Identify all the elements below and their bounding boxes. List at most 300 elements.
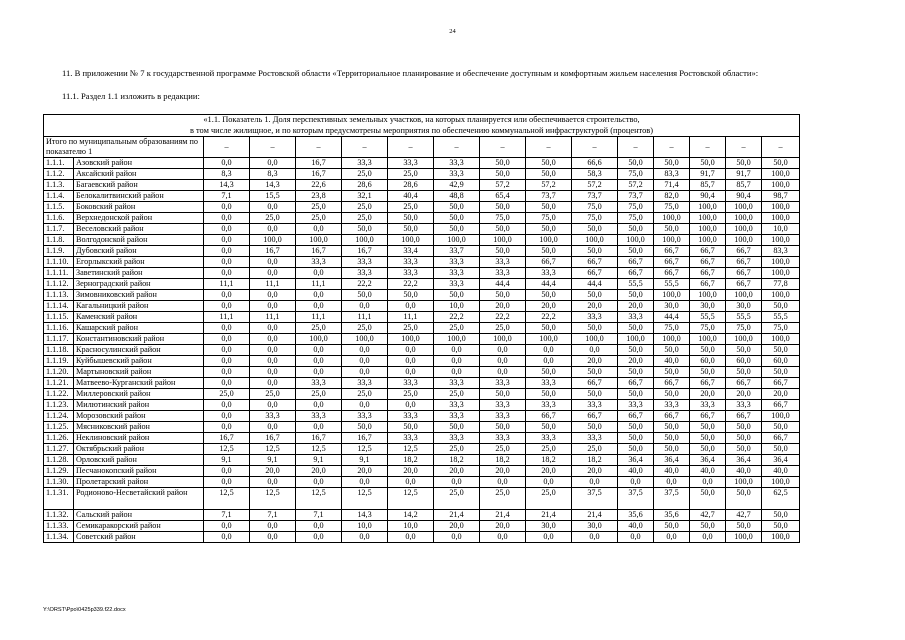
row-value-cell: 35,6	[654, 510, 690, 521]
row-value-cell: 11,1	[342, 312, 388, 323]
row-value-cell: 100,0	[762, 532, 800, 543]
row-value-cell: 50,0	[480, 246, 526, 257]
row-district-name: Сальский район	[74, 510, 204, 521]
row-value-cell: 0,0	[296, 367, 342, 378]
row-value-cell: 0,0	[388, 532, 434, 543]
row-code: 1.1.9.	[44, 246, 74, 257]
row-value-cell: 18,2	[480, 455, 526, 466]
row-value-cell: 66,6	[572, 158, 618, 169]
row-value-cell: 9,1	[296, 455, 342, 466]
row-value-cell: 65,4	[480, 191, 526, 202]
row-value-cell: 100,0	[762, 257, 800, 268]
row-value-cell: 50,0	[654, 389, 690, 400]
row-district-name: Советский район	[74, 532, 204, 543]
row-value-cell: 16,7	[204, 433, 250, 444]
row-value-cell: 66,7	[690, 378, 726, 389]
row-value-cell: 12,5	[296, 444, 342, 455]
table-row	[44, 334, 800, 345]
row-value-cell: 25,0	[526, 444, 572, 455]
row-value-cell: 100,0	[388, 334, 434, 345]
row-value-cell: 100,0	[726, 202, 762, 213]
row-district-name: Куйбышевский район	[74, 356, 204, 367]
row-value-cell: 25,0	[526, 488, 572, 510]
row-code: 1.1.33.	[44, 521, 74, 532]
row-value-cell: 40,4	[388, 191, 434, 202]
row-value-cell: 100,0	[434, 334, 480, 345]
row-code: 1.1.27.	[44, 444, 74, 455]
total-row	[44, 137, 800, 158]
row-value-cell: 71,4	[654, 180, 690, 191]
row-value-cell: 66,7	[572, 378, 618, 389]
row-value-cell: 7,1	[204, 510, 250, 521]
row-value-cell: 50,0	[388, 213, 434, 224]
row-code: 1.1.3.	[44, 180, 74, 191]
row-value-cell: 12,5	[204, 444, 250, 455]
row-value-cell: 50,0	[572, 389, 618, 400]
row-value-cell: 100,0	[726, 532, 762, 543]
row-value-cell: 66,7	[726, 378, 762, 389]
row-value-cell: 91,7	[726, 169, 762, 180]
row-value-cell: 0,0	[480, 532, 526, 543]
table-row	[44, 488, 800, 510]
row-value-cell: 10,0	[342, 521, 388, 532]
row-value-cell: 50,0	[762, 521, 800, 532]
row-code: 1.1.12.	[44, 279, 74, 290]
row-value-cell: 40,0	[762, 466, 800, 477]
table-row	[44, 422, 800, 433]
row-value-cell: 40,0	[726, 466, 762, 477]
row-code: 1.1.14.	[44, 301, 74, 312]
row-code: 1.1.23.	[44, 400, 74, 411]
table-row	[44, 389, 800, 400]
row-code: 1.1.20.	[44, 367, 74, 378]
row-value-cell: 0,0	[296, 290, 342, 301]
row-value-cell: 0,0	[388, 367, 434, 378]
row-district-name: Каменский район	[74, 312, 204, 323]
row-value-cell: 33,3	[526, 268, 572, 279]
row-value-cell: 100,0	[654, 334, 690, 345]
row-value-cell: 0,0	[250, 345, 296, 356]
row-value-cell: 66,7	[726, 246, 762, 257]
row-value-cell: 50,0	[618, 389, 654, 400]
row-value-cell: 60,0	[690, 356, 726, 367]
row-value-cell: 66,7	[690, 411, 726, 422]
row-value-cell: 0,0	[250, 290, 296, 301]
row-value-cell: 100,0	[572, 235, 618, 246]
row-value-cell: 100,0	[342, 235, 388, 246]
row-value-cell: 22,6	[296, 180, 342, 191]
row-value-cell: 100,0	[762, 202, 800, 213]
row-value-cell: 18,2	[526, 455, 572, 466]
row-value-cell: 9,1	[204, 455, 250, 466]
total-dash-cell: –	[654, 137, 690, 158]
table-row	[44, 279, 800, 290]
row-value-cell: 0,0	[204, 290, 250, 301]
row-value-cell: 33,3	[480, 400, 526, 411]
row-value-cell: 58,3	[572, 169, 618, 180]
row-value-cell: 50,0	[618, 158, 654, 169]
row-value-cell: 30,0	[526, 521, 572, 532]
row-value-cell: 16,7	[296, 158, 342, 169]
row-value-cell: 50,0	[526, 290, 572, 301]
table-title-line-1: «1.1. Показатель 1. Доля перспективных земельных участков, на которых планируется или обеспечивается строительство,	[203, 115, 640, 124]
row-value-cell: 50,0	[690, 158, 726, 169]
row-value-cell: 0,0	[250, 422, 296, 433]
total-dash-cell: –	[690, 137, 726, 158]
row-value-cell: 0,0	[250, 356, 296, 367]
row-value-cell: 57,2	[480, 180, 526, 191]
row-value-cell: 32,1	[342, 191, 388, 202]
row-district-name: Аксайский район	[74, 169, 204, 180]
table-row	[44, 169, 800, 180]
row-value-cell: 100,0	[690, 290, 726, 301]
row-value-cell: 77,8	[762, 279, 800, 290]
row-value-cell: 0,0	[388, 356, 434, 367]
total-label: Итого по муниципальным образованиям по показателю 1	[44, 137, 204, 158]
row-code: 1.1.10.	[44, 257, 74, 268]
row-value-cell: 66,7	[654, 268, 690, 279]
row-value-cell: 100,0	[762, 290, 800, 301]
row-value-cell: 100,0	[654, 213, 690, 224]
row-value-cell: 0,0	[250, 400, 296, 411]
row-value-cell: 50,0	[654, 367, 690, 378]
row-value-cell: 0,0	[250, 532, 296, 543]
row-district-name: Пролетарский район	[74, 477, 204, 488]
row-value-cell: 50,0	[762, 510, 800, 521]
total-dash-cell: –	[480, 137, 526, 158]
row-value-cell: 50,0	[526, 246, 572, 257]
row-value-cell: 0,0	[250, 202, 296, 213]
row-value-cell: 100,0	[572, 334, 618, 345]
row-value-cell: 100,0	[762, 268, 800, 279]
row-value-cell: 75,0	[618, 213, 654, 224]
row-value-cell: 30,0	[726, 301, 762, 312]
row-value-cell: 0,0	[204, 521, 250, 532]
row-district-name: Зерноградский район	[74, 279, 204, 290]
table-row	[44, 235, 800, 246]
row-district-name: Зимовниковский район	[74, 290, 204, 301]
row-value-cell: 83,3	[654, 169, 690, 180]
total-dash-cell: –	[342, 137, 388, 158]
row-value-cell: 33,3	[480, 411, 526, 422]
row-code: 1.1.15.	[44, 312, 74, 323]
row-value-cell: 25,0	[342, 202, 388, 213]
row-value-cell: 30,0	[654, 301, 690, 312]
footer-file-path: Y:\ORST\Ppo\0425p339.f22.docx	[43, 607, 126, 613]
row-value-cell: 28,6	[342, 180, 388, 191]
row-value-cell: 20,0	[434, 466, 480, 477]
row-value-cell: 16,7	[296, 246, 342, 257]
row-value-cell: 50,0	[762, 301, 800, 312]
row-value-cell: 25,0	[342, 213, 388, 224]
row-value-cell: 20,0	[526, 466, 572, 477]
row-district-name: Егорлыкский район	[74, 257, 204, 268]
row-value-cell: 50,0	[690, 488, 726, 510]
row-value-cell: 33,3	[572, 312, 618, 323]
row-value-cell: 100,0	[690, 202, 726, 213]
row-district-name: Родионово-Несветайский район	[74, 488, 204, 510]
row-value-cell: 0,0	[204, 323, 250, 334]
row-value-cell: 0,0	[250, 224, 296, 235]
row-value-cell: 36,4	[726, 455, 762, 466]
row-district-name: Морозовский район	[74, 411, 204, 422]
row-value-cell: 25,0	[480, 444, 526, 455]
row-value-cell: 0,0	[434, 367, 480, 378]
row-district-name: Веселовский район	[74, 224, 204, 235]
row-value-cell: 98,7	[762, 191, 800, 202]
row-value-cell: 22,2	[434, 312, 480, 323]
row-value-cell: 66,7	[690, 268, 726, 279]
row-value-cell: 0,0	[250, 257, 296, 268]
row-value-cell: 0,0	[250, 158, 296, 169]
row-value-cell: 37,5	[618, 488, 654, 510]
row-value-cell: 0,0	[250, 477, 296, 488]
row-value-cell: 0,0	[342, 532, 388, 543]
row-district-name: Матвеево-Курганский район	[74, 378, 204, 389]
row-value-cell: 50,0	[526, 158, 572, 169]
row-value-cell: 0,0	[204, 202, 250, 213]
row-value-cell: 66,7	[526, 411, 572, 422]
row-value-cell: 20,0	[572, 301, 618, 312]
row-value-cell: 50,0	[618, 367, 654, 378]
row-value-cell: 33,3	[572, 433, 618, 444]
row-value-cell: 75,0	[572, 213, 618, 224]
row-value-cell: 50,0	[434, 213, 480, 224]
row-value-cell: 100,0	[726, 235, 762, 246]
row-code: 1.1.13.	[44, 290, 74, 301]
row-district-name: Белокалитвинский район	[74, 191, 204, 202]
row-value-cell: 50,0	[434, 422, 480, 433]
total-dash-cell: –	[526, 137, 572, 158]
row-value-cell: 20,0	[434, 521, 480, 532]
total-dash-cell: –	[250, 137, 296, 158]
row-value-cell: 66,7	[654, 411, 690, 422]
row-value-cell: 33,3	[250, 411, 296, 422]
row-value-cell: 0,0	[204, 345, 250, 356]
row-value-cell: 18,2	[434, 455, 480, 466]
row-value-cell: 33,3	[526, 400, 572, 411]
row-value-cell: 0,0	[204, 422, 250, 433]
row-value-cell: 25,0	[480, 323, 526, 334]
row-value-cell: 25,0	[204, 389, 250, 400]
row-value-cell: 7,1	[250, 510, 296, 521]
row-value-cell: 50,0	[526, 169, 572, 180]
row-value-cell: 90,4	[726, 191, 762, 202]
row-value-cell: 75,0	[526, 213, 572, 224]
row-value-cell: 73,7	[572, 191, 618, 202]
row-value-cell: 33,3	[388, 378, 434, 389]
row-value-cell: 25,0	[572, 444, 618, 455]
row-value-cell: 0,0	[204, 301, 250, 312]
row-value-cell: 0,0	[526, 532, 572, 543]
row-value-cell: 33,3	[480, 257, 526, 268]
row-value-cell: 50,0	[618, 444, 654, 455]
row-value-cell: 11,1	[250, 312, 296, 323]
row-value-cell: 12,5	[204, 488, 250, 510]
row-value-cell: 11,1	[388, 312, 434, 323]
row-value-cell: 33,3	[654, 400, 690, 411]
row-value-cell: 25,0	[342, 169, 388, 180]
row-value-cell: 100,0	[296, 235, 342, 246]
row-value-cell: 50,0	[618, 290, 654, 301]
row-value-cell: 0,0	[690, 477, 726, 488]
row-code: 1.1.34.	[44, 532, 74, 543]
row-value-cell: 16,7	[250, 433, 296, 444]
row-value-cell: 50,0	[726, 433, 762, 444]
row-value-cell: 50,0	[654, 521, 690, 532]
row-value-cell: 0,0	[204, 466, 250, 477]
row-value-cell: 83,3	[762, 246, 800, 257]
row-value-cell: 12,5	[342, 488, 388, 510]
total-dash-cell: –	[388, 137, 434, 158]
row-value-cell: 33,3	[726, 400, 762, 411]
row-value-cell: 33,3	[342, 268, 388, 279]
row-value-cell: 9,1	[250, 455, 296, 466]
row-value-cell: 66,7	[572, 268, 618, 279]
row-value-cell: 50,0	[618, 433, 654, 444]
row-district-name: Октябрьский район	[74, 444, 204, 455]
row-value-cell: 12,5	[250, 488, 296, 510]
row-value-cell: 100,0	[618, 334, 654, 345]
row-value-cell: 22,2	[526, 312, 572, 323]
row-value-cell: 16,7	[296, 169, 342, 180]
row-value-cell: 60,0	[726, 356, 762, 367]
row-value-cell: 100,0	[480, 334, 526, 345]
row-value-cell: 50,0	[526, 367, 572, 378]
row-code: 1.1.29.	[44, 466, 74, 477]
row-value-cell: 0,0	[296, 422, 342, 433]
row-district-name: Орловский район	[74, 455, 204, 466]
row-value-cell: 33,3	[342, 158, 388, 169]
row-value-cell: 33,3	[296, 257, 342, 268]
row-value-cell: 11,1	[204, 312, 250, 323]
row-value-cell: 0,0	[342, 400, 388, 411]
row-value-cell: 11,1	[296, 312, 342, 323]
row-value-cell: 11,1	[250, 279, 296, 290]
row-value-cell: 50,0	[726, 488, 762, 510]
row-value-cell: 12,5	[250, 444, 296, 455]
row-value-cell: 33,3	[296, 411, 342, 422]
row-value-cell: 9,1	[342, 455, 388, 466]
row-value-cell: 57,2	[526, 180, 572, 191]
row-district-name: Мясниковский район	[74, 422, 204, 433]
row-value-cell: 50,0	[572, 422, 618, 433]
row-value-cell: 66,7	[690, 246, 726, 257]
row-code: 1.1.5.	[44, 202, 74, 213]
row-value-cell: 50,0	[526, 323, 572, 334]
row-value-cell: 0,0	[618, 477, 654, 488]
row-value-cell: 12,5	[388, 488, 434, 510]
row-value-cell: 50,0	[654, 422, 690, 433]
row-value-cell: 0,0	[572, 532, 618, 543]
row-value-cell: 100,0	[762, 411, 800, 422]
row-value-cell: 0,0	[342, 367, 388, 378]
row-value-cell: 44,4	[526, 279, 572, 290]
row-value-cell: 20,0	[762, 389, 800, 400]
row-value-cell: 40,0	[690, 466, 726, 477]
row-value-cell: 25,0	[296, 323, 342, 334]
row-value-cell: 21,4	[480, 510, 526, 521]
row-value-cell: 100,0	[250, 235, 296, 246]
row-value-cell: 50,0	[526, 202, 572, 213]
row-value-cell: 50,0	[654, 158, 690, 169]
row-value-cell: 16,7	[296, 433, 342, 444]
row-value-cell: 25,0	[480, 488, 526, 510]
row-value-cell: 90,4	[690, 191, 726, 202]
row-district-name: Боковский район	[74, 202, 204, 213]
row-value-cell: 55,5	[762, 312, 800, 323]
row-value-cell: 50,0	[654, 345, 690, 356]
row-value-cell: 50,0	[342, 422, 388, 433]
row-value-cell: 16,7	[342, 246, 388, 257]
row-value-cell: 50,0	[480, 169, 526, 180]
row-value-cell: 10,0	[388, 521, 434, 532]
row-value-cell: 20,0	[480, 521, 526, 532]
row-value-cell: 0,0	[618, 532, 654, 543]
row-value-cell: 100,0	[690, 224, 726, 235]
row-value-cell: 30,0	[572, 521, 618, 532]
row-value-cell: 0,0	[388, 301, 434, 312]
row-value-cell: 33,3	[480, 268, 526, 279]
row-value-cell: 85,7	[726, 180, 762, 191]
row-value-cell: 50,0	[480, 158, 526, 169]
row-value-cell: 0,0	[654, 477, 690, 488]
table-row	[44, 290, 800, 301]
row-code: 1.1.6.	[44, 213, 74, 224]
row-value-cell: 0,0	[204, 268, 250, 279]
row-value-cell: 50,0	[434, 290, 480, 301]
total-dash-cell: –	[726, 137, 762, 158]
row-code: 1.1.21.	[44, 378, 74, 389]
row-value-cell: 50,0	[572, 224, 618, 235]
row-value-cell: 57,2	[572, 180, 618, 191]
row-district-name: Волгодонской район	[74, 235, 204, 246]
row-value-cell: 85,7	[690, 180, 726, 191]
table-row	[44, 312, 800, 323]
row-value-cell: 48,8	[434, 191, 480, 202]
row-value-cell: 75,0	[762, 323, 800, 334]
row-value-cell: 0,0	[342, 356, 388, 367]
row-value-cell: 66,7	[526, 257, 572, 268]
row-value-cell: 50,0	[618, 246, 654, 257]
total-dash-cell: –	[296, 137, 342, 158]
table-row	[44, 444, 800, 455]
row-value-cell: 0,0	[296, 224, 342, 235]
row-value-cell: 18,2	[572, 455, 618, 466]
row-value-cell: 100,0	[342, 334, 388, 345]
row-value-cell: 66,7	[618, 257, 654, 268]
row-value-cell: 33,3	[434, 169, 480, 180]
row-value-cell: 66,7	[654, 378, 690, 389]
row-value-cell: 7,1	[204, 191, 250, 202]
row-code: 1.1.25.	[44, 422, 74, 433]
row-value-cell: 42,7	[690, 510, 726, 521]
row-value-cell: 28,6	[388, 180, 434, 191]
row-value-cell: 33,3	[618, 400, 654, 411]
row-value-cell: 25,0	[434, 488, 480, 510]
row-value-cell: 0,0	[480, 345, 526, 356]
row-value-cell: 8,3	[204, 169, 250, 180]
table-row	[44, 268, 800, 279]
row-value-cell: 66,7	[726, 257, 762, 268]
row-value-cell: 21,4	[434, 510, 480, 521]
row-value-cell: 50,0	[342, 224, 388, 235]
row-value-cell: 0,0	[434, 345, 480, 356]
row-value-cell: 91,7	[690, 169, 726, 180]
row-value-cell: 25,0	[388, 389, 434, 400]
table-row	[44, 180, 800, 191]
row-value-cell: 0,0	[654, 532, 690, 543]
